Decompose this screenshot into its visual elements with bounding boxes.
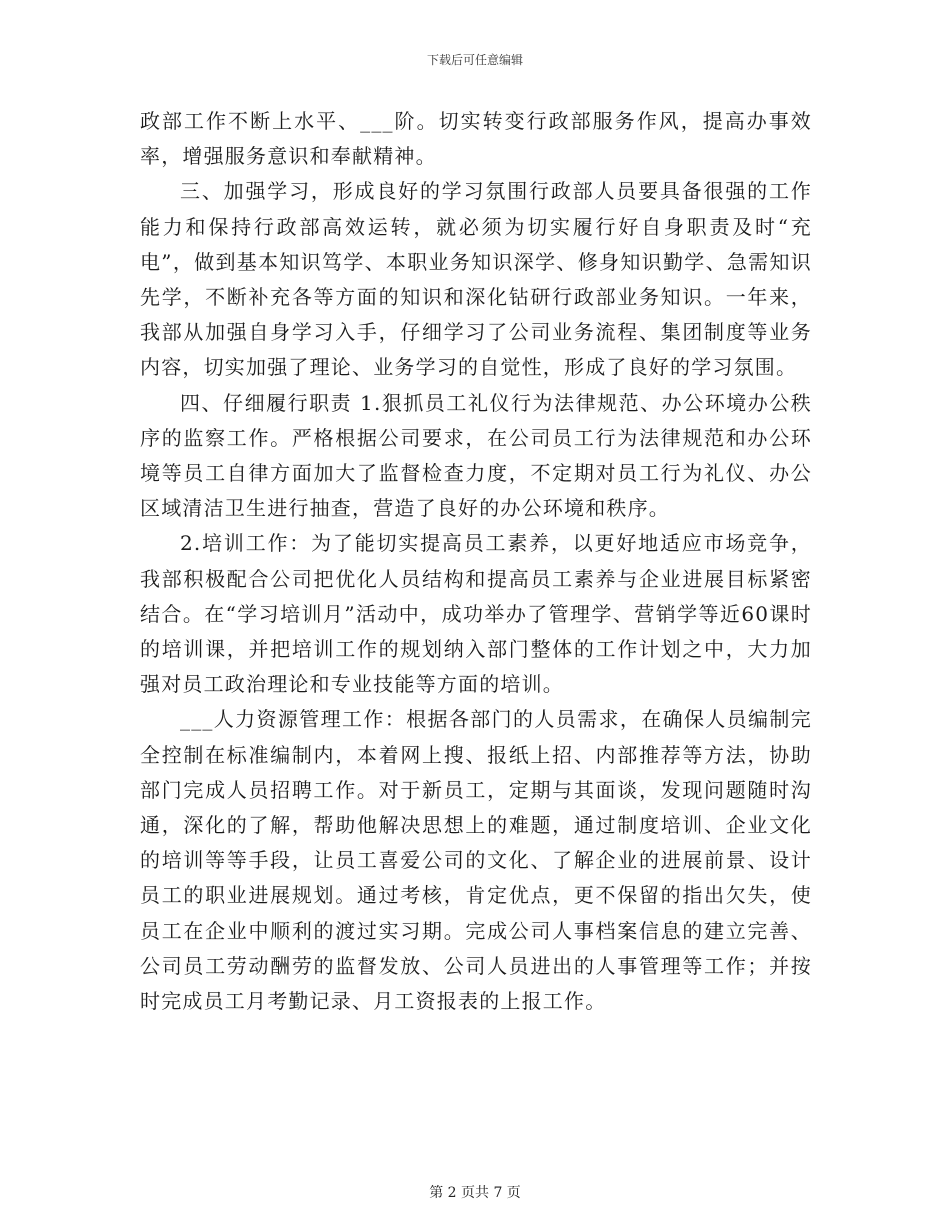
paragraph-continuation: 政部工作不断上水平、___阶。切实转变行政部服务作风，提高办事效率，增强服务意识和奉献精神。: [140, 109, 812, 169]
paragraph-training: 2.培训工作：为了能切实提高员工素养，以更好地适应市场竞争，我部积极配合公司把优化人员结构和提高员工素养与企业进展目标紧密结合。在“学习培训月”活动中，成功举办了管理学、营销学等近60课时的培训课，并把培训工作的规划纳入部门整体的工作计划之中，大力加强对员工政治理论和专业技能等方面的培训。: [140, 531, 812, 697]
page-header: 下载后可任意编辑: [426, 53, 523, 67]
document-body: [140, 104, 812, 1019]
paragraph-section-three: 三、加强学习，形成良好的学习氛围行政部人员要具备很强的工作能力和保持行政部高效运转，就必须为切实履行好自身职责及时“充电”，做到基本知识笃学、本职业务知识深学、修身知识勤学、急需知识先学，不断补充各等方面的知识和深化钻研行政部业务知识。一年来，我部从加强自身学习入手，仔细学习了公司业务流程、集团制度等业务内容，切实加强了理论、业务学习的自觉性，形成了良好的学习氛围。: [140, 179, 812, 380]
page-number: 第 2 页共 7 页: [429, 1185, 521, 1201]
paragraph-hr-management: ___人力资源管理工作：根据各部门的人员需求，在确保人员编制完全控制在标准编制内，本着网上搜、报纸上招、内部推荐等方法，协助部门完成人员招聘工作。对于新员工，定期与其面谈，发现问题随时沟通，深化的了解，帮助他解决思想上的难题，通过制度培训、企业文化的培训等等手段，让员工喜爱公司的文化、了解企业的进展前景、设计员工的职业进展规划。通过考核，肯定优点，更不保留的指出欠失，使员工在企业中顺利的渡过实习期。完成公司人事档案信息的建立完善、公司员工劳动酬劳的监督发放、公司人员进出的人事管理等工作；并按时完成员工月考勤记录、月工资报表的上报工作。: [140, 707, 812, 1014]
paragraph-section-four: 四、仔细履行职责 1.狠抓员工礼仪行为法律规范、办公环境办公秩序的监察工作。严格根据公司要求，在公司员工行为法律规范和办公环境等员工自律方面加大了监督检查力度，不定期对员工行为礼仪、办公区域清洁卫生进行抽查，营造了良好的办公环境和秩序。: [140, 390, 812, 521]
